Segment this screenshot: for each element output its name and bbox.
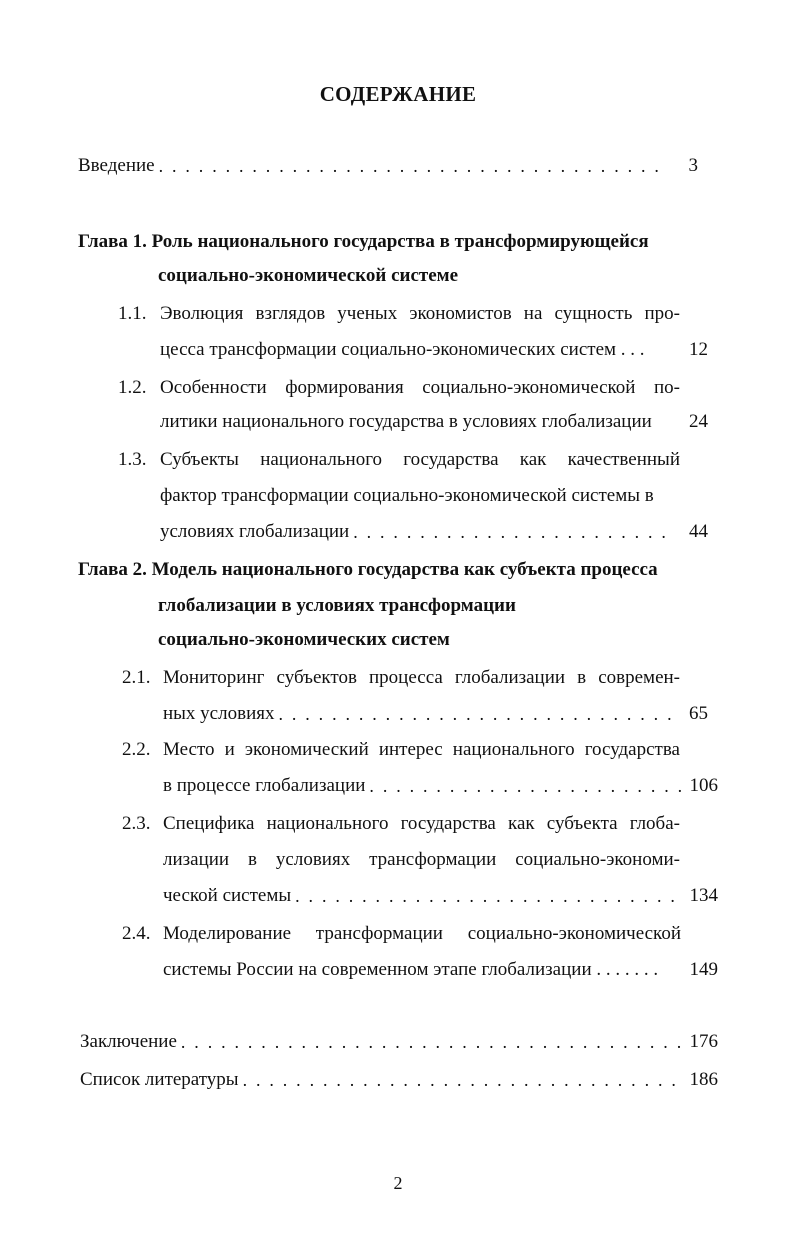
toc-page: 12: [689, 339, 708, 360]
section-number: 2.4.: [122, 923, 151, 944]
toc-entry-intro[interactable]: [78, 148, 698, 184]
toc-label: Список литературы: [80, 1069, 239, 1090]
toc-page: 3: [688, 155, 698, 176]
section-number: 1.3.: [118, 449, 147, 470]
toc-label: Введение: [78, 155, 155, 176]
toc-page: 186: [689, 1069, 718, 1090]
dot-leader: [353, 514, 674, 550]
toc-page: 149: [689, 959, 718, 980]
page-title: СОДЕРЖАНИЕ: [319, 82, 477, 106]
toc-entry-2-3-end[interactable]: ческой системы . . . 134: [163, 878, 718, 914]
toc-page: 134: [689, 885, 718, 906]
toc-entry-conclusion[interactable]: [80, 1024, 718, 1060]
toc-entry-1-3[interactable]: Субъекты национального государства как качественный: [160, 449, 680, 470]
section-number: 2.1.: [122, 667, 151, 688]
dot-leader: [181, 1024, 684, 1060]
chapter-2-heading-end: социально-экономических систем: [158, 629, 450, 650]
toc-entry-1-2-cont[interactable]: литики национального государства в условиях глобализации 24: [160, 404, 708, 440]
toc-entry-1-1[interactable]: Эволюция взглядов ученых экономистов на сущность про-: [160, 303, 680, 324]
chapter-2-heading-cont: глобализации в условиях трансформации: [158, 595, 516, 616]
section-number: 1.2.: [118, 377, 147, 398]
dot-leader: [369, 768, 684, 804]
section-number: 2.2.: [122, 739, 151, 760]
toc-page: 44: [689, 521, 708, 542]
toc-entry-2-4-cont[interactable]: системы России на современном этапе глобализации . . . . . . . 149: [163, 952, 718, 988]
chapter-1-heading-cont: социально-экономической системе: [158, 265, 459, 286]
toc-entry-2-2[interactable]: Место и экономический интерес национального государства: [163, 739, 680, 760]
toc-entry-1-2[interactable]: Особенности формирования социально-экономической по-: [160, 377, 680, 398]
chapter-2-heading[interactable]: Глава 2. Модель национального государства как субъекта процесса: [78, 559, 658, 580]
page-number: 2: [393, 1173, 403, 1193]
toc-page: 176: [689, 1031, 718, 1052]
toc-entry-1-1-cont[interactable]: цесса трансформации социально-экономических систем . . . 12: [160, 332, 708, 368]
toc-entry-2-4[interactable]: Моделирование трансформации социально-экономической: [163, 923, 681, 944]
dot-leader: [159, 148, 664, 184]
toc-label: Заключение: [80, 1031, 177, 1052]
dot-leader: [243, 1062, 684, 1098]
toc-entry-2-1-cont[interactable]: ных условиях . . . 65: [163, 696, 708, 732]
toc-entry-2-2-cont[interactable]: в процессе глобализации . . . 106: [163, 768, 718, 804]
dot-leader: [295, 878, 684, 914]
toc-entry-1-3-end[interactable]: условиях глобализации . . . 44: [160, 514, 708, 550]
toc-page: 65: [689, 703, 708, 724]
section-number: 1.1.: [118, 303, 147, 324]
toc-entry-2-1[interactable]: Мониторинг субъектов процесса глобализации в современ-: [163, 667, 680, 688]
toc-page: 106: [689, 775, 718, 796]
toc-entry-1-3-cont: фактор трансформации социально-экономической системы в: [160, 485, 654, 506]
toc-entry-references[interactable]: [80, 1062, 718, 1098]
toc-entry-2-3-cont: лизации в условиях трансформации социально-экономи-: [163, 849, 680, 870]
toc-entry-2-3[interactable]: Специфика национального государства как субъекта глоба-: [163, 813, 680, 834]
section-number: 2.3.: [122, 813, 151, 834]
toc-page: 24: [689, 411, 708, 432]
dot-leader: [278, 696, 674, 732]
chapter-1-heading[interactable]: Глава 1. Роль национального государства в трансформирующейся: [78, 231, 649, 252]
